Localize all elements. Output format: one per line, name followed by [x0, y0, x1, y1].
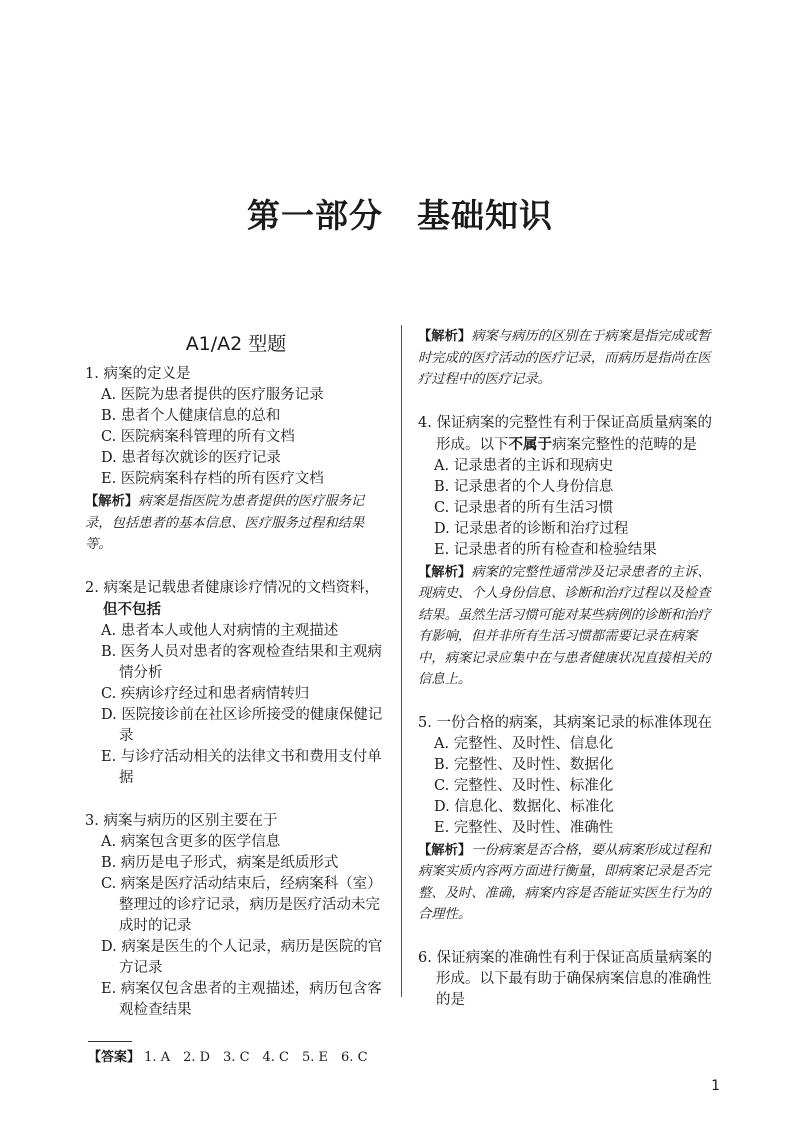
question-stem: [418, 413, 718, 456]
option-c: C. 完整性、及时性、标准化: [434, 777, 614, 794]
option-e: E. 记录患者的所有检查和检验结果: [434, 541, 657, 558]
option-c: C. 记录患者的所有生活习惯: [434, 499, 614, 516]
question-2: [85, 578, 387, 789]
option-d: D. 患者每次就诊的医疗记录: [101, 450, 281, 466]
explanation: [418, 840, 718, 926]
question-stem: 5. 一份合格的病案，其病案记录的标准体现在: [418, 714, 712, 731]
option-b: B. 记录患者的个人身份信息: [434, 478, 614, 495]
option-c: C. 疾病诊疗经过和患者病情转归: [101, 685, 310, 702]
question-6: [418, 948, 718, 1011]
option-b: B. 医务人员对患者的客观检查结果和主观病情分析: [101, 643, 382, 681]
option-d: D. 记录患者的诊断和治疗过程: [434, 520, 629, 537]
option-b: B. 完整性、及时性、数据化: [434, 756, 614, 773]
option-b: B. 病历是电子形式，病案是纸质形式: [101, 854, 339, 871]
option-a: A. 病案包含更多的医学信息: [101, 833, 281, 850]
explanation-text: 病案与病历的区别在于病案是指完成或暂时完成的医疗活动的医疗记录，而病历是指尚在医疗过程中的医疗记录。: [418, 329, 711, 387]
question-stem: 6. 保证病案的准确性有利于保证高质量病案的形成。以下最有助于确保病案信息的准确性的是: [418, 949, 712, 1008]
question-3-explanation: [418, 326, 718, 391]
explanation-tag: 【解析】: [418, 329, 472, 344]
explanation: [418, 326, 718, 391]
answer-text: 1. A 2. D 3. C 4. C 5. E 6. C: [144, 1050, 368, 1065]
option-c: C. 病案是医疗活动结束后，经病案科（室）整理过的诊疗记录，病历是医疗活动未完成时的记录: [101, 875, 382, 934]
explanation-text: 病案的完整性通常涉及记录患者的主诉、现病史、个人身份信息、诊断和治疗过程以及检查结果。虽然生活习惯可能对某些病例的诊断和治疗有影响，但并非所有生活习惯都需要记录在病案中，病案记录应集中在与患者健康状况直接相关的信息上。: [418, 564, 711, 687]
explanation: [85, 491, 387, 556]
option-e: E. 完整性、及时性、准确性: [434, 819, 614, 836]
stem-emphasis: 但不包括: [103, 600, 161, 618]
option-c: C. 医院病案科管理的所有文档: [101, 429, 295, 445]
question-1: [85, 364, 387, 556]
question-stem: 1. 病案的定义是: [85, 366, 191, 382]
explanation-tag: 【解析】: [418, 842, 472, 858]
option-a: A. 记录患者的主诉和现病史: [434, 457, 614, 474]
answer-key: [88, 1046, 368, 1065]
option-a: A. 患者本人或他人对病情的主观描述: [101, 622, 339, 639]
stem-text: 4. 保证病案的完整性有利于保证高质量病案的形成。以下: [418, 414, 712, 453]
question-4: [418, 413, 718, 691]
part-title: 第一部分 基础知识: [247, 196, 553, 235]
answer-tag: 【答案】: [88, 1050, 141, 1065]
option-d: D. 医院接诊前在社区诊所接受的健康保健记录: [101, 706, 383, 744]
answer-rule: [88, 1041, 132, 1042]
explanation: [418, 562, 718, 691]
option-d: D. 信息化、数据化、标准化: [434, 798, 614, 815]
explanation-text: 一份病案是否合格，要从病案形成过程和病案实质内容两方面进行衡量，即病案记录是否完整、及时、准确，病案内容是否能证实医生行为的合理性。: [418, 842, 711, 922]
section-title: A1/A2 型题: [185, 333, 287, 355]
stem-emphasis: 不属于: [508, 435, 552, 453]
option-b: B. 患者个人健康信息的总和: [101, 408, 281, 424]
explanation-tag: 【解析】: [85, 494, 139, 509]
option-a: A. 医院为患者提供的医疗服务记录: [101, 387, 324, 403]
option-d: D. 病案是医生的个人记录，病历是医院的官方记录: [101, 938, 383, 976]
explanation-tag: 【解析】: [418, 564, 472, 580]
page-number: 1: [711, 1078, 720, 1094]
right-column: [418, 325, 718, 1033]
left-column: [85, 325, 387, 1043]
question-stem: 3. 病案与病历的区别主要在于: [85, 812, 278, 829]
stem-text: 2. 病案是记载患者健康诊疗情况的文档资料，: [85, 579, 379, 596]
column-divider: [401, 325, 402, 997]
option-e: E. 医院病案科存档的所有医疗文档: [101, 471, 324, 487]
question-5: [418, 713, 718, 926]
question-3: [85, 811, 387, 1021]
option-e: E. 与诊疗活动相关的法律文书和费用支付单据: [101, 748, 382, 786]
option-a: A. 完整性、及时性、信息化: [434, 735, 614, 752]
stem-text-end: 病案完整性的范畴的是: [552, 436, 697, 453]
explanation-text: 病案是指医院为患者提供的医疗服务记录，包括患者的基本信息、医疗服务过程和结果等。: [85, 494, 365, 552]
question-stem: [85, 578, 387, 621]
option-e: E. 病案仅包含患者的主观描述，病历包含客观检查结果: [101, 980, 382, 1018]
